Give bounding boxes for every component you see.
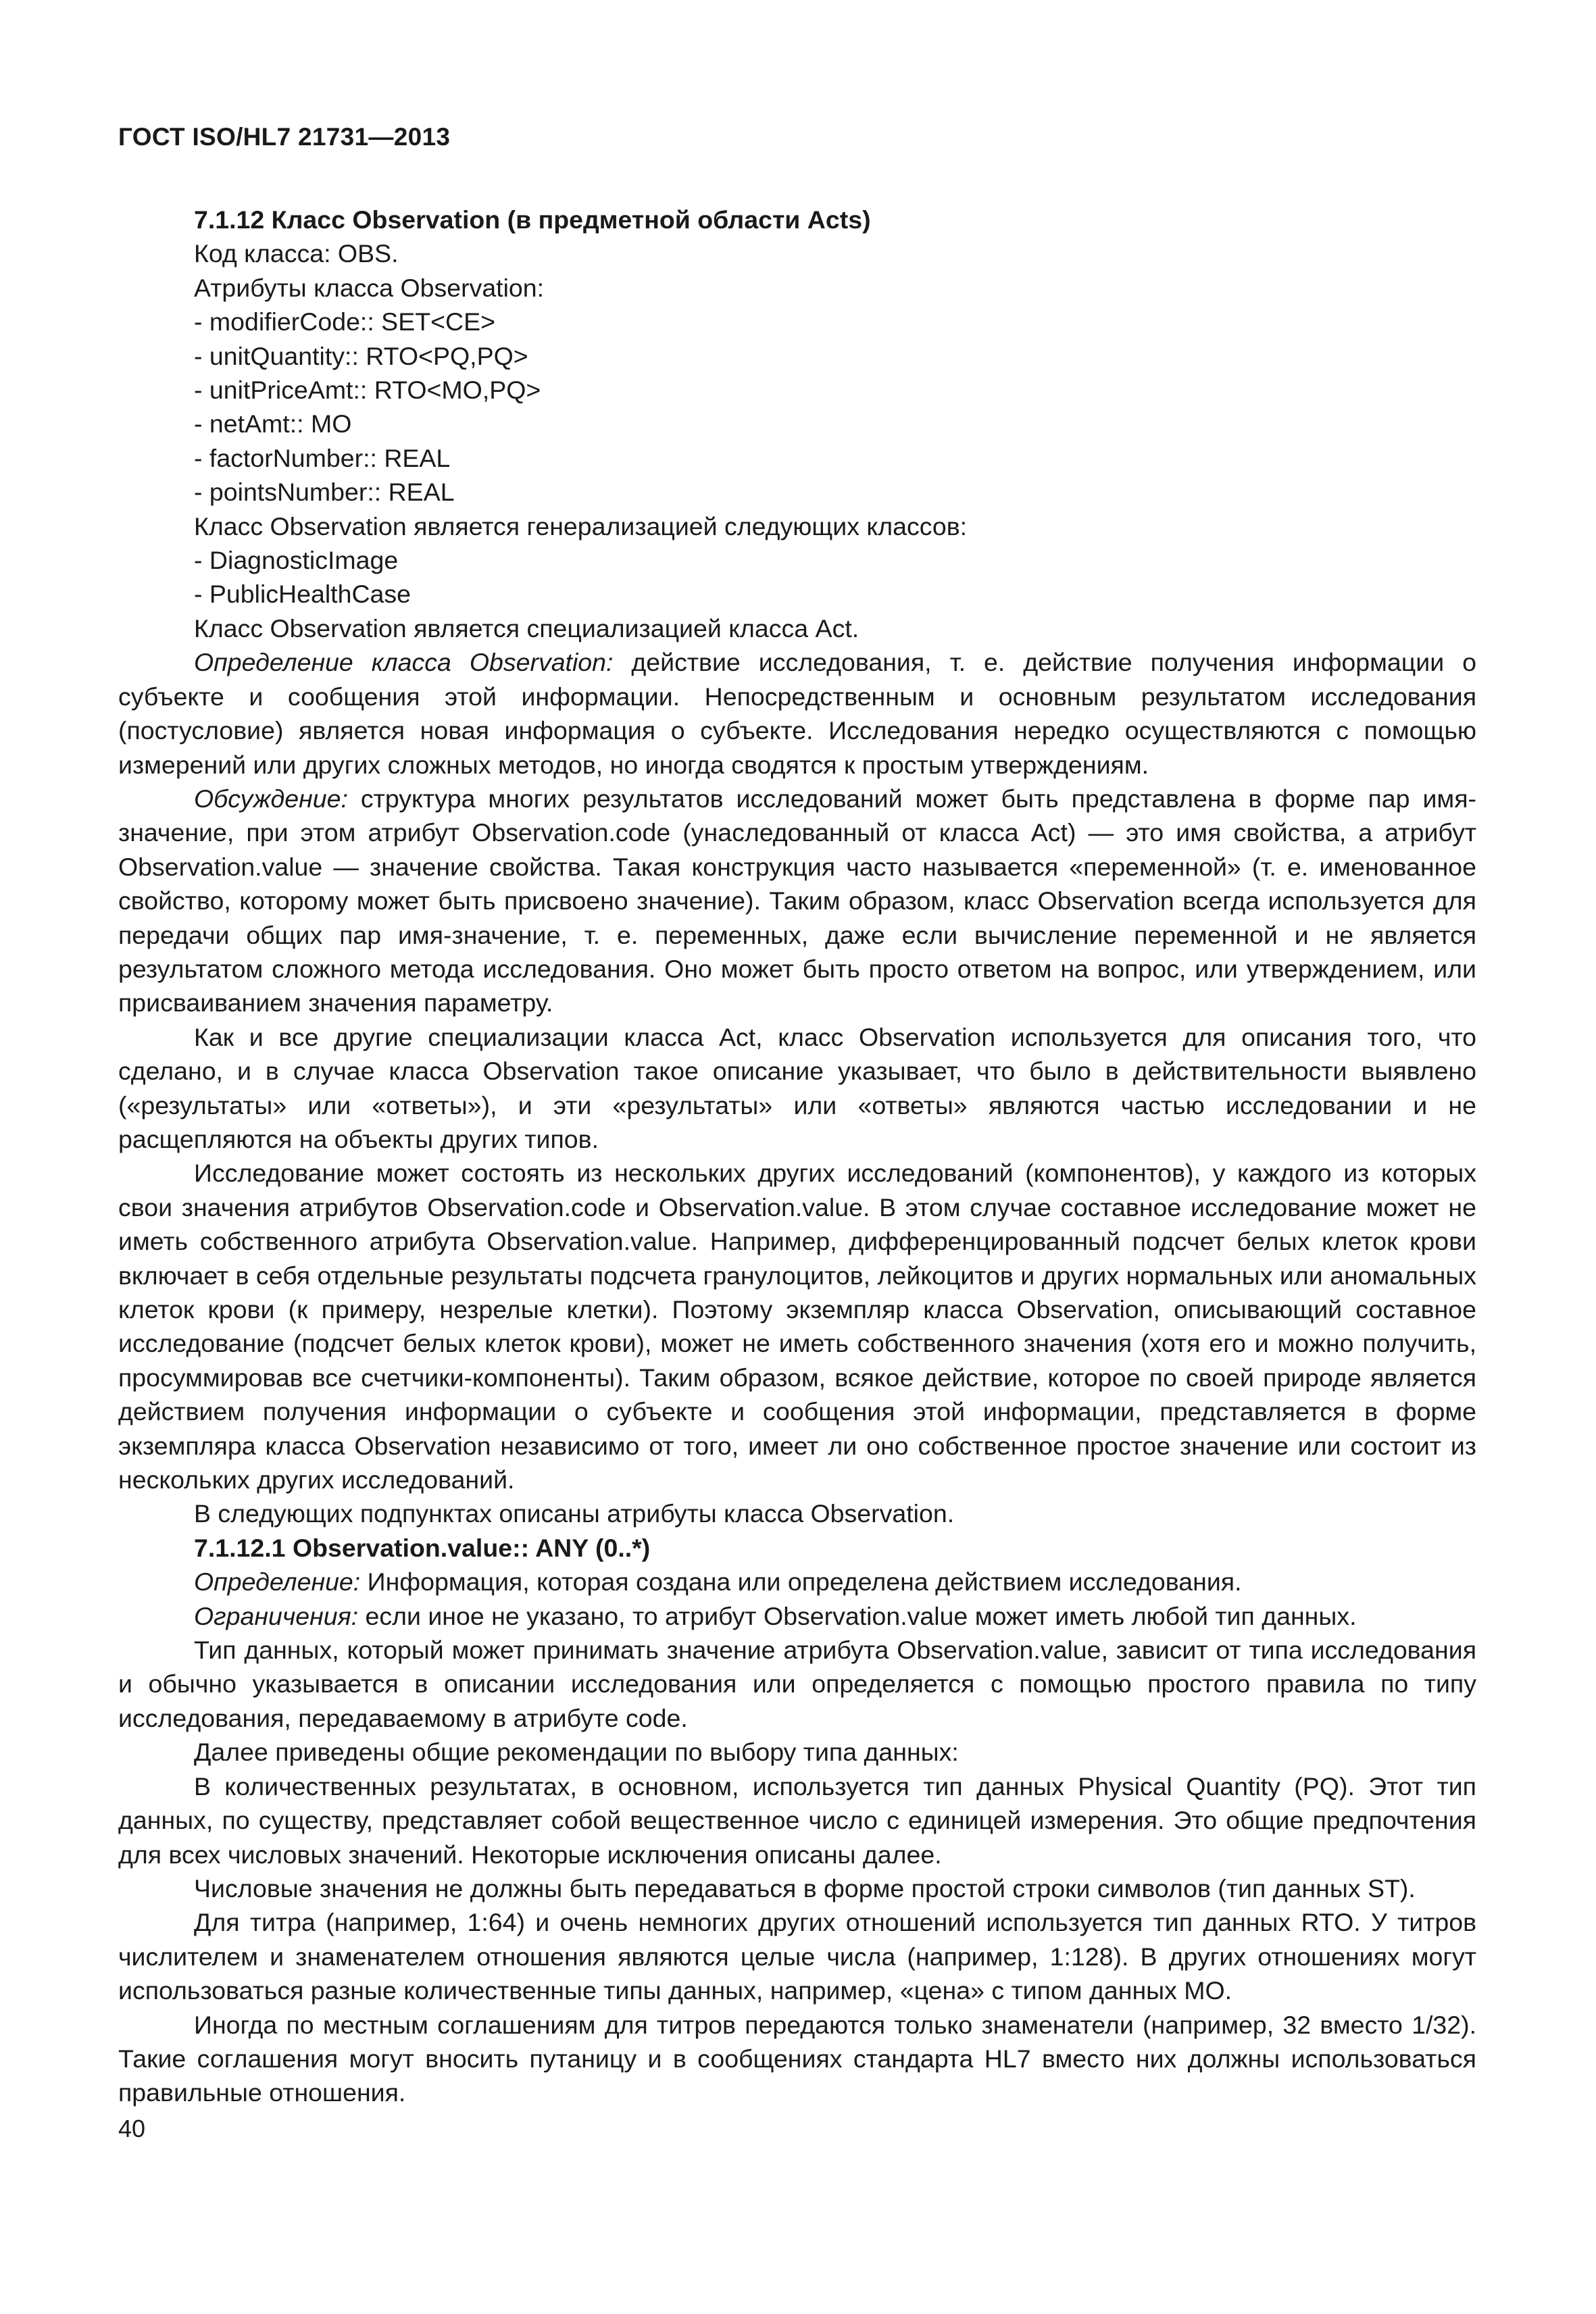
discussion-paragraph: [118, 782, 1476, 1020]
section-heading: 7.1.12 Класс Observation (в предметной области Acts): [194, 205, 871, 234]
local-conventions-paragraph: Иногда по местным соглашениям для титров передаются только знаменатели (например, 32 вместо 1/32). Такие соглашения могут вносить путаницу и в сообщениях стандарта HL7 вместо них должны использоваться правильные отношения.: [118, 2010, 1476, 2107]
definition-label: Определение класса Observation:: [194, 648, 614, 677]
definition-text: действие исследования, т. е. действие получения информации о субъекте и сообщения этой информации. Непосредственным и основным результатом исследования (постусловие) является новая информация о субъекте. Исследования нередко осуществляются с помощью измерений или других сложных методов, но иногда сводятся к простым утверждениям.: [118, 648, 1476, 779]
page-content: [118, 203, 1476, 2110]
attribute-item: - unitQuantity:: RTO<PQ,PQ>: [194, 341, 528, 370]
page-number: 40: [118, 2115, 146, 2142]
attribute-item: - factorNumber:: REAL: [194, 443, 451, 472]
specialization-statement: Класс Observation является специализацией класса Act.: [194, 613, 859, 643]
class-code: Код класса: OBS.: [194, 239, 399, 268]
generalization-item: - PublicHealthCase: [194, 580, 411, 609]
discussion-label: Обсуждение:: [194, 784, 348, 813]
definition-paragraph: [118, 645, 1476, 782]
titer-paragraph: Для титра (например, 1:64) и очень немногих других отношений используется тип данных RTO. У титров числителем и знаменателем отношения являются целые числа (например, 1:128). В других отношениях могут использоваться разные количественные типы данных, например, «цена» с типом данных MO.: [118, 1908, 1476, 2005]
constraints-label: Ограничения:: [194, 1601, 359, 1630]
sub-definition-text: Информация, которая создана или определена действием исследования.: [360, 1567, 1242, 1596]
attribute-item: - netAmt:: MO: [194, 409, 352, 438]
specializations-paragraph: Как и все другие специализации класса Act, класс Observation используется для описания того, что сделано, и в случае класса Observation такое описание указывает, что было в действительности выявлено («результаты» или «ответы»), и эти «результаты» или «ответы» являются частью исследовании и не расщепляются на объекты других типов.: [118, 1022, 1476, 1153]
sub-definition-paragraph: [118, 1565, 1476, 1599]
generalization-item: - DiagnosticImage: [194, 546, 399, 575]
quantitative-paragraph: В количественных результатах, в основном, используется тип данных Physical Quantity (PQ). Этот тип данных, по существу, представляет собой вещественное число с единицей измерения. Это общие предпочтения для всех числовых значений. Некоторые исключения описаны далее.: [118, 1771, 1476, 1869]
generalization-title: Класс Observation является генерализацией следующих классов:: [194, 511, 968, 540]
components-paragraph: Исследование может состоять из нескольких других исследований (компонентов), у каждого из которых свои значения атрибутов Observation.code и Observation.value. В этом случае составное исследование может не иметь собственного атрибута Observation.value. Например, дифференцированный подсчет белых клеток крови включает в себя отдельные результаты подсчета гранулоцитов, лейкоцитов и других нормальных или аномальных клеток крови (к примеру, незрелые клетки). Поэтому экземпляр класса Observation, описывающий составное исследование (подсчет белых клеток крови), может не иметь собственного значения (хотя его и можно получить, просуммировав все счетчики-компоненты). Таким образом, всякое действие, которое по своей природе является действием получения информации о субъекте и сообщения этой информации, представляется в форме экземпляра класса Observation независимо от того, имеет ли оно собственное простое значение или состоит из нескольких других исследований.: [118, 1159, 1476, 1494]
constraints-text: если иное не указано, то атрибут Observation.value может иметь любой тип данных.: [358, 1601, 1357, 1630]
subsection-heading: 7.1.12.1 Observation.value:: ANY (0..*): [194, 1533, 651, 1562]
discussion-text: структура многих результатов исследований может быть представлена в форме пар имя-значение, при этом атрибут Observation.code (унаследованный от класса Act) — это имя свойства, а атрибут Observation.value — значение свойства. Такая конструкция часто называется «переменной» (т. е. именованное свойство, которому может быть присвоено значение). Таким образом, класс Observation всегда используется для передачи общих пар имя-значение, т. е. переменных, даже если вычисление переменной и не является результатом сложного метода исследования. Оно может быть просто ответом на вопрос, или утверждением, или присваиванием значения параметру.: [118, 784, 1476, 1017]
standard-header: ГОСТ ISO/HL7 21731—2013: [118, 123, 451, 151]
datatype-paragraph: Тип данных, который может принимать значение атрибута Observation.value, зависит от типа исследования и обычно указывается в описании исследования или определяется с помощью простого правила по типу исследования, передаваемому в атрибуте code.: [118, 1636, 1476, 1732]
attribute-item: - unitPriceAmt:: RTO<MO,PQ>: [194, 376, 541, 405]
attributes-title: Атрибуты класса Observation:: [194, 273, 545, 302]
attribute-item: - pointsNumber:: REAL: [194, 478, 455, 507]
sub-definition-label: Определение:: [194, 1567, 361, 1596]
following-paragraph: В следующих подпунктах описаны атрибуты класса Observation.: [194, 1499, 955, 1528]
attribute-item: - modifierCode:: SET<CE>: [194, 307, 496, 336]
constraints-paragraph: [118, 1599, 1476, 1633]
recommendations-paragraph: Далее приведены общие рекомендации по выбору типа данных:: [194, 1738, 959, 1767]
numeric-paragraph: Числовые значения не должны быть передаваться в форме простой строки символов (тип данных ST).: [194, 1873, 1416, 1903]
